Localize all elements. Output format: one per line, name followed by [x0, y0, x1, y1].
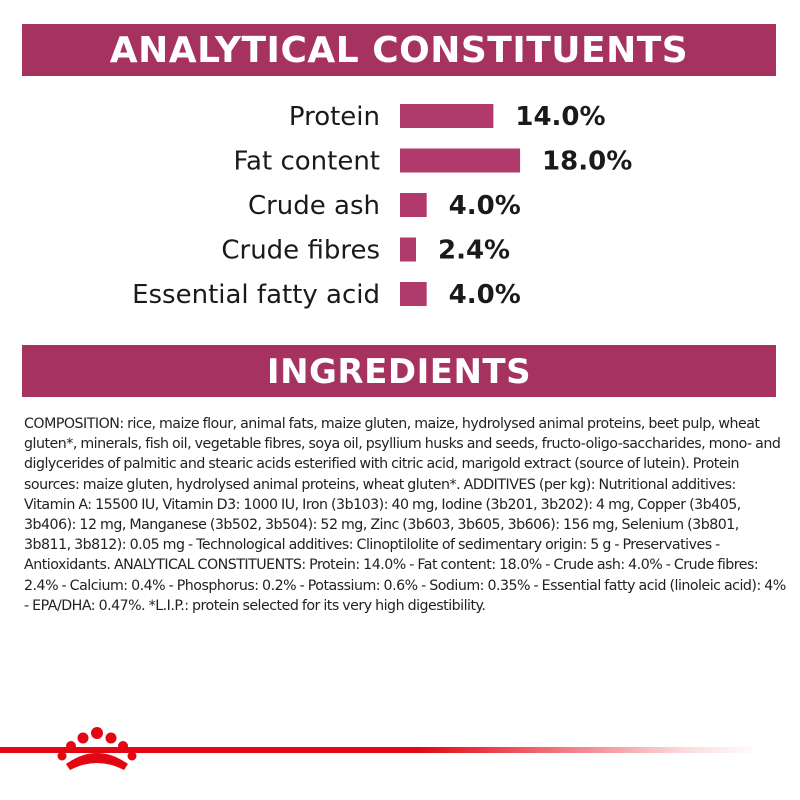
bar	[400, 282, 427, 306]
constituents-bar-chart	[0, 90, 800, 320]
value-label: 18.0%	[542, 146, 633, 177]
category-label: Protein	[288, 102, 380, 132]
category-label: Crude ash	[247, 191, 380, 221]
value-label: 2.4%	[438, 235, 511, 266]
value-label: 4.0%	[448, 191, 521, 221]
bar	[400, 104, 493, 128]
bar	[400, 238, 416, 262]
composition-text: COMPOSITION: rice, maize flour, animal fats, maize gluten, maize, hydrolysed animal proteins, beet pulp, wheat gluten*, minerals, fish oil, vegetable fibres, soya oil, psyllium husks and seeds, fructo-oligo-saccharides, mono- and diglycerides of palmitic and stearic acids esterified with citric acid, marigold extract (source of lutein). Protein sources: maize gluten, hydrolysed animal proteins, wheat gluten*. ADDITIVES (per kg): Nutritional additives: Vitamin A: 15500 IU, Vitamin D3: 1000 IU, Iron (3b103): 40 mg, Iodine (3b201, 3b202): 4 mg, Copper (3b405, 3b406): 12 mg, Manganese (3b502, 3b504): 52 mg, Zinc (3b603, 3b605, 3b606): 156 mg, Selenium (3b801, 3b811, 3b812): 0.05 mg - Technological additives: Clinoptilolite of sedimentary origin: 5 g - Preservatives - Antioxidants. ANALYTICAL CONSTITUENTS: Protein: 14.0% - Fat content: 18.0% - Crude ash: 4.0% - Crude fibres: 2.4% - Calcium: 0.4% - Phosphorus: 0.2% - Potassium: 0.6% - Sodium: 0.35% - Essential fatty acid (linoleic acid): 4% - EPA/DHA: 0.47%. *L.I.P.: protein selected for its very high digestibility.	[24, 416, 786, 614]
bar	[400, 193, 427, 217]
category-label: Crude fibres	[221, 235, 380, 266]
value-label: 14.0%	[515, 102, 606, 132]
category-label: Essential fatty acid	[132, 280, 380, 310]
crown-logo-icon	[52, 724, 142, 772]
category-label: Fat content	[233, 146, 380, 177]
ingredients-header: INGREDIENTS	[22, 345, 776, 397]
bar	[400, 149, 520, 173]
analytical-constituents-header: ANALYTICAL CONSTITUENTS	[22, 24, 776, 76]
value-label: 4.0%	[448, 280, 521, 310]
